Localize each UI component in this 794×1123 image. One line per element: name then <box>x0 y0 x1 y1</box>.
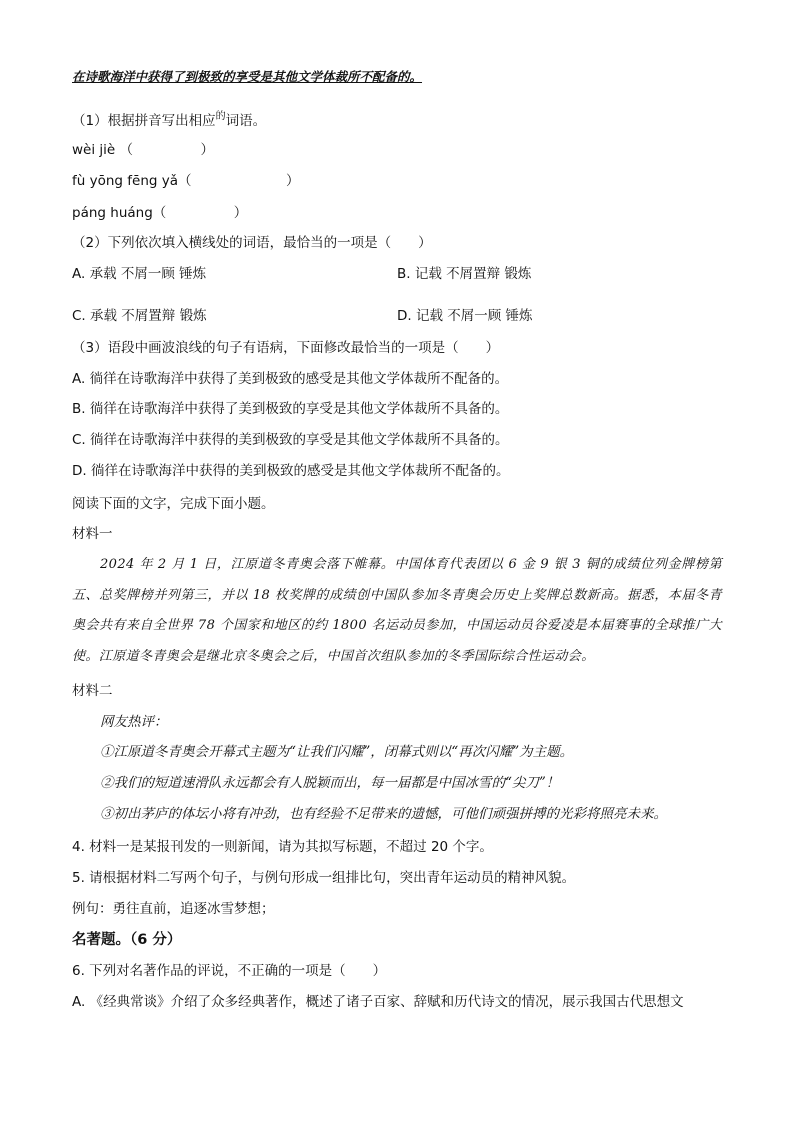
q3-option-a: A. 徜徉在诗歌海洋中获得了美到极致的感受是其他文学体裁所不配备的。 <box>72 371 509 387</box>
material2-title: 材料二 <box>72 683 113 699</box>
q1-stem-b: 词语。 <box>225 113 267 129</box>
q1-item-3: páng huáng（ ） <box>72 205 248 221</box>
section-heading: 名著题。（6 分） <box>72 932 182 948</box>
comment-1: ①江原道冬青奥会开幕式主题为“让我们闪耀”，闭幕式则以“再次闪耀”为主题。 <box>100 744 574 760</box>
q6-stem: 6. 下列对名著作品的评说，不正确的一项是（ ） <box>72 963 387 979</box>
q6-option-a: A. 《经典常谈》介绍了众多经典著作，概述了诸子百家、辞赋和历代诗文的情况，展示我国古代思想文 <box>72 994 684 1010</box>
material1-title: 材料一 <box>72 526 113 542</box>
material1-text <box>72 550 722 672</box>
q2-option-d: D. 记载 不屑一顾 锤炼 <box>397 308 533 324</box>
reading-intro: 阅读下面的文字，完成下面小题。 <box>72 496 275 512</box>
q1-item-2: fù yōng fēng yǎ（ ） <box>72 173 300 189</box>
q1-stem <box>72 107 266 131</box>
comment-3: ③初出茅庐的体坛小将有冲劲，也有经验不足带来的遗憾，可他们顽强拼搏的光彩将照亮未来。 <box>100 806 667 822</box>
q3-option-c: C. 徜徉在诗歌海洋中获得的美到极致的享受是其他文学体裁所不具备的。 <box>72 432 509 448</box>
q3-option-d: D. 徜徉在诗歌海洋中获得的美到极致的感受是其他文学体裁所不配备的。 <box>72 463 510 479</box>
q1-item-1: wèi jiè （ ） <box>72 142 214 158</box>
q5-stem: 5. 请根据材料二写两个句子，与例句形成一组排比句，突出青年运动员的精神风貌。 <box>72 870 576 886</box>
q2-option-b: B. 记载 不屑置辩 锻炼 <box>397 266 532 282</box>
q1-stem-a: （1）根据拼音写出相应 <box>72 113 216 129</box>
q3-stem: （3）语段中画波浪线的句子有语病，下面修改最恰当的一项是（ ） <box>72 340 500 356</box>
example-sentence: 例句：勇往直前，追逐冰雪梦想； <box>72 901 275 917</box>
q2-option-c: C. 承载 不屑置辩 锻炼 <box>72 308 207 324</box>
q4-stem: 4. 材料一是某报刊发的一则新闻，请为其拟写标题，不超过 20 个字。 <box>72 839 493 855</box>
material1-body: 2024 年 2 月 1 日，江原道冬青奥会落下帷幕。中国体育代表团以 6 金 9 银 3 铜的成绩位列金牌榜第五、总奖牌榜并列第三，并以 18 枚奖牌的成绩创中国队参加冬青奥会历史上奖牌总数新高。据悉，本届冬青奥会共有来自全世界 78 个国家和地区的约 1800 名运动员参加，中国运动员谷爱凌是本届赛事的全球推广大使。江原道冬青奥会是继北京冬奥会之后，中国首次组队参加的冬季国际综合性运动会。 <box>72 557 722 664</box>
material2-lead: 网友热评： <box>100 714 168 730</box>
q2-stem: （2）下列依次填入横线处的词语，最恰当的一项是（ ） <box>72 235 432 251</box>
comment-2: ②我们的短道速滑队永远都会有人脱颖而出，每一届都是中国冰雪的“尖刀”！ <box>100 775 560 791</box>
q2-option-a: A. 承载 不屑一顾 锤炼 <box>72 266 207 282</box>
q1-stem-sup: 的 <box>215 111 226 122</box>
top-fragment: 在诗歌海洋中获得了到极致的享受是其他文学体裁所不配备的。 <box>72 69 423 84</box>
q3-option-b: B. 徜徉在诗歌海洋中获得了美到极致的享受是其他文学体裁所不具备的。 <box>72 401 509 417</box>
